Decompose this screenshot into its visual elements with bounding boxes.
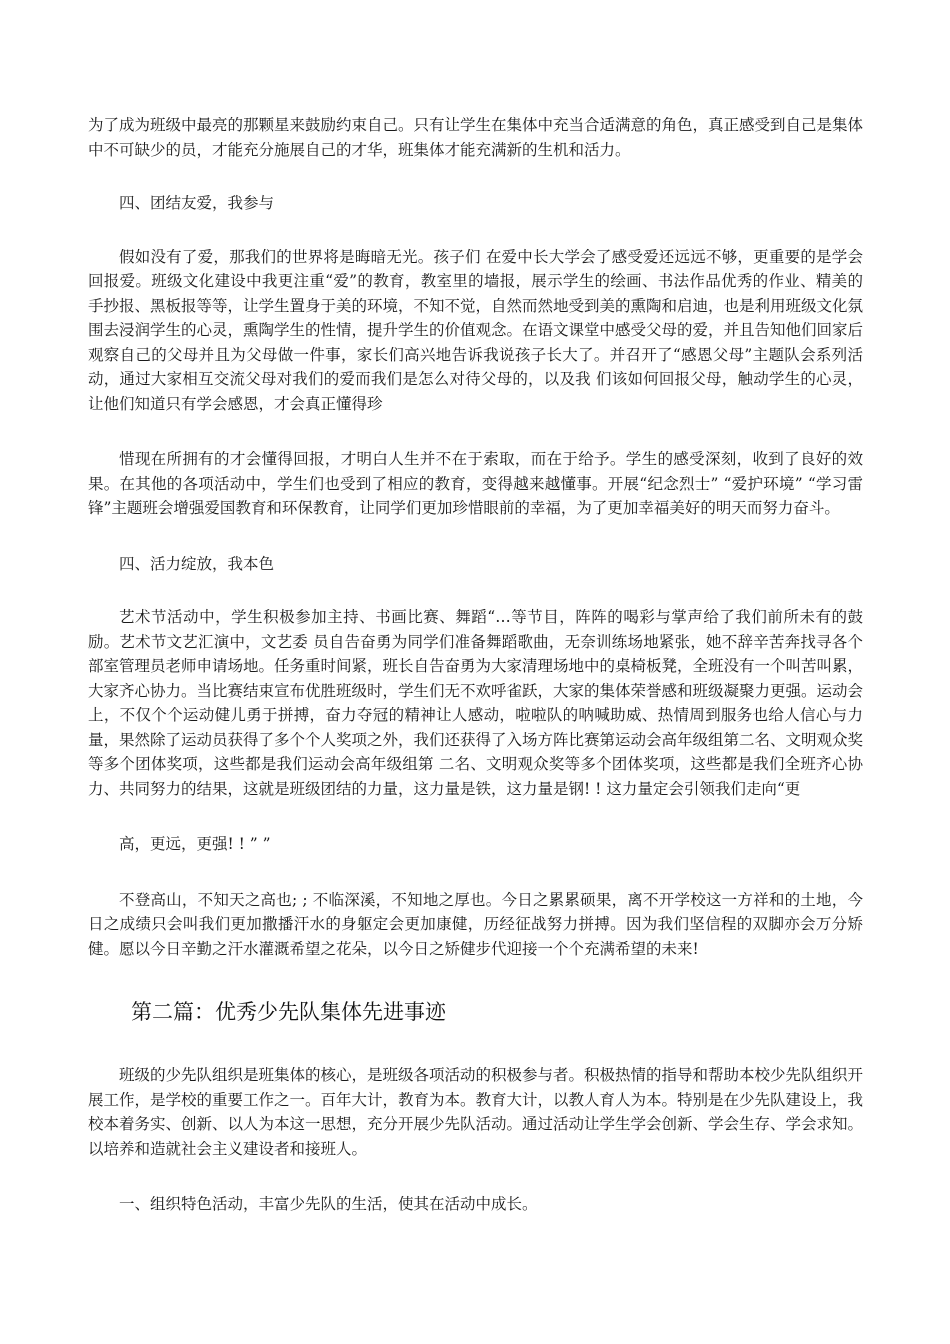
paragraph-cherish: 惜现在所拥有的才会懂得回报，才明白人生并不在于索取，而在于给予。学生的感受深刻，收到了良好的效果。在其他的各项活动中，学生们也受到了相应的教育，变得越来越懂事。开展“纪念烈士” “爱护环境” “学习雷锋”主题班会增强爱国教育和环保教育，让同学们更加珍惜眼前的幸福，为了更加幸福美好的明天而努力奋斗。 — [88, 450, 863, 517]
paragraph-pioneers: 班级的少先队组织是班集体的核心，是班级各项活动的积极参与者。积极热情的指导和帮助本校少先队组织开展工作，是学校的重要工作之一。百年大计，教育为本。教育大计，以教人育人为本。特别是在少先队建设上，我校本着务实、创新、以人为本这一思想，充分开展少先队活动。通过活动让学生学会创新、学会生存、学会求知。以培养和造就社会主义建设者和接班人。 — [88, 1066, 864, 1158]
paragraph-love: 假如没有了爱，那我们的世界将是晦暗无光。孩子们 在爱中长大学会了感受爱还远远不够，更重要的是学会回报爱。班级文化建设中我更注重“爱”的教育，教室里的墙报，展示学生的绘画、书法作品优秀的作业、精美的手抄报、黑板报等等，让学生置身于美的环境，不知不觉，自然而然地受到美的熏陶和启迪，也是利用班级文化氛围去浸润学生的心灵，熏陶学生的性情，提升学生的价值观念。在语文课堂中感受父母的爱，并且告知他们回家后观察自己的父母并且为父母做一件事，家长们高兴地告诉我说孩子长大了。并召开了“感恩父母”主题队会系列活动，通过大家相互交流父母对我们的爱而我们是怎么对待父母的，以及我 们该如何回报父母，触动学生的心灵，让他们知道只有学会感恩，才会真正懂得珍 — [88, 247, 864, 413]
document-page — [88, 113, 863, 1217]
paragraph-motto: 高，更远，更强! ! ” ” — [119, 835, 271, 853]
heading-activities: 一、组织特色活动，丰富少先队的生活，使其在活动中成长。 — [119, 1195, 538, 1213]
heading-unity: 四、团结友爱，我参与 — [119, 194, 275, 212]
paragraph-closing: 不登高山，不知天之高也; ; 不临深溪，不知地之厚也。今日之累累硕果，离不开学校这一方祥和的土地，今日之成绩只会叫我们更加撒播汗水的身躯定会更加康健，历经征战努力拼搏。因为我们坚信程的双脚亦会万分矫健。愿以今日辛勤之汗水灌溉希望之花朵，以今日之矫健步代迎接一个个充满希望的未来! — [88, 890, 863, 958]
section-title: 第二篇：优秀少先队集体先进事迹 — [131, 1000, 446, 1024]
heading-vitality: 四、活力绽放，我本色 — [119, 554, 275, 573]
paragraph-arts: 艺术节活动中，学生积极参加主持、书画比赛、舞蹈“…等节目，阵阵的喝彩与掌声给了我们前所未有的鼓励。艺术节文艺汇演中，文艺委 员自告奋勇为同学们准备舞蹈歌曲，无奈训练场地紧张，她不辞辛苦奔找寻各个部室管理员老师申请场地。任务重时间紧，班长自告奋勇为大家清理场地中的桌椅板凳，全班没有一个叫苦叫累，大家齐心协力。当比赛结束宣布优胜班级时，学生们无不欢呼雀跃，大家的集体荣誉感和班级凝聚力更强。运动会上，不仅个个运动健儿勇于拼搏，奋力夺冠的精神让人感动，啦啦队的呐喊助威、热情周到服务也给人信心与力量，果然除了运动员获得了多个个人奖项之外，我们还获得了入场方阵比赛第运动会高年级组第二名、文明观众奖等多个团体奖项，这些都是我们运动会高年级组第 二名、文明观众奖等多个团体奖项，这些都是我们全班齐心协力、共同努力的结果，这就是班级团结的力量，这力量是铁，这力量是钢! ! 这力量定会引领我们走向“更 — [88, 608, 864, 798]
paragraph-intro: 为了成为班级中最亮的那颗星来鼓励约束自己。只有让学生在集体中充当合适满意的角色，真正感受到自己是集体中不可缺少的员，才能充分施展自己的才华，班集体才能充满新的生机和活力。 — [88, 116, 864, 159]
